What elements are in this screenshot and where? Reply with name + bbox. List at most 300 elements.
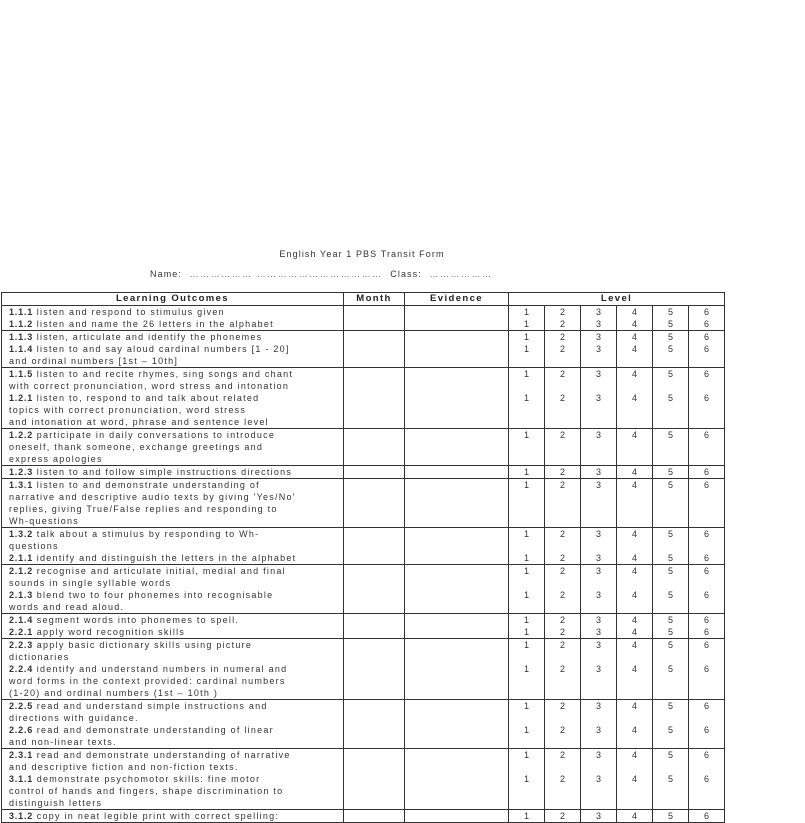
level-cell[interactable] — [617, 429, 653, 466]
level-value: 2 — [559, 627, 565, 637]
level-cell[interactable] — [653, 331, 689, 368]
level-value: 2 — [559, 553, 565, 563]
level-cell[interactable] — [509, 565, 545, 614]
level-value: 6 — [704, 590, 710, 600]
level-cell[interactable] — [653, 749, 689, 810]
level-value: 5 — [667, 811, 673, 821]
outcome-text: narrative and descriptive audio texts by giving 'Yes/No' — [9, 492, 296, 502]
outcome-text: and ordinal numbers [1st – 10th] — [9, 356, 179, 366]
level-cell[interactable] — [581, 639, 617, 700]
level-value: 2 — [559, 307, 565, 317]
level-cell[interactable] — [689, 479, 725, 528]
month-cell[interactable] — [344, 639, 405, 700]
table-row — [2, 528, 725, 565]
level-cell[interactable] — [689, 331, 725, 368]
level-value: 4 — [631, 590, 637, 600]
level-value: 2 — [559, 701, 565, 711]
month-cell[interactable] — [344, 700, 405, 749]
level-cell[interactable] — [581, 479, 617, 528]
level-value: 2 — [559, 750, 565, 760]
outcome-code: 3.1.2 — [9, 811, 34, 821]
level-value: 3 — [595, 811, 601, 821]
outcome-text: control of hands and fingers, shape discrimination to — [9, 786, 284, 796]
evidence-cell[interactable] — [405, 306, 509, 331]
evidence-cell[interactable] — [405, 700, 509, 749]
outcome-text: with correct pronunciation, word stress and intonation — [9, 381, 290, 391]
outcome-text: and intonation at word, phrase and sentence level — [9, 417, 269, 427]
level-cell[interactable] — [653, 479, 689, 528]
level-cell[interactable] — [545, 810, 581, 823]
level-value: 3 — [595, 393, 601, 403]
outcome-line — [9, 785, 343, 797]
level-cell[interactable] — [617, 749, 653, 810]
month-cell[interactable] — [344, 429, 405, 466]
evidence-header: Evidence — [405, 293, 509, 306]
level-value: 1 — [523, 701, 529, 711]
level-value: 2 — [559, 430, 565, 440]
class-label: Class: — [390, 269, 422, 279]
level-value: 1 — [523, 393, 529, 403]
level-cell[interactable] — [509, 466, 545, 479]
level-value: 5 — [667, 774, 673, 784]
level-cell[interactable] — [509, 810, 545, 823]
level-cell[interactable] — [509, 614, 545, 639]
evidence-cell[interactable] — [405, 528, 509, 565]
level-value: 6 — [704, 750, 710, 760]
level-value: 4 — [631, 774, 637, 784]
level-value: 3 — [595, 430, 601, 440]
outcome-text: replies, giving True/False replies and responding to — [9, 504, 278, 514]
outcome-line — [9, 675, 343, 687]
level-value: 3 — [595, 725, 601, 735]
outcome-code: 1.1.1 — [9, 307, 34, 317]
level-value: 6 — [704, 480, 710, 490]
level-cell[interactable] — [617, 331, 653, 368]
month-cell[interactable] — [344, 614, 405, 639]
outcome-cell — [2, 479, 344, 528]
outcome-code: 3.1.1 — [9, 774, 34, 784]
level-value: 4 — [631, 319, 637, 329]
outcome-code: 2.2.6 — [9, 725, 34, 735]
outcome-line — [9, 810, 343, 822]
level-value: 6 — [704, 319, 710, 329]
level-cell[interactable] — [581, 306, 617, 331]
level-value: 1 — [523, 615, 529, 625]
outcome-text: dictionaries — [9, 652, 70, 662]
level-value: 1 — [523, 750, 529, 760]
level-cell[interactable] — [545, 331, 581, 368]
outcome-line — [9, 540, 343, 552]
evidence-cell[interactable] — [405, 368, 509, 429]
level-cell[interactable] — [689, 700, 725, 749]
level-cell[interactable] — [545, 306, 581, 331]
level-value: 4 — [631, 529, 637, 539]
outcome-code: 2.1.2 — [9, 566, 34, 576]
outcome-cell — [2, 528, 344, 565]
level-value: 3 — [595, 627, 601, 637]
level-value: 2 — [559, 319, 565, 329]
name-field[interactable]: ……………… ……………………………… — [189, 269, 383, 279]
level-cell[interactable] — [617, 528, 653, 565]
level-cell[interactable] — [545, 639, 581, 700]
level-cell[interactable] — [653, 810, 689, 823]
outcome-cell — [2, 368, 344, 429]
outcome-text: listen and respond to stimulus given — [36, 307, 225, 317]
level-value: 5 — [667, 553, 673, 563]
outcome-code: 2.2.5 — [9, 701, 34, 711]
level-cell[interactable] — [545, 614, 581, 639]
level-cell[interactable] — [509, 306, 545, 331]
level-value: 3 — [595, 615, 601, 625]
level-cell[interactable] — [653, 466, 689, 479]
evidence-cell[interactable] — [405, 331, 509, 368]
level-value: 5 — [667, 430, 673, 440]
outcome-line — [9, 392, 343, 404]
outcome-code: 1.3.2 — [9, 529, 34, 539]
month-cell[interactable] — [344, 565, 405, 614]
outcome-line — [9, 503, 343, 515]
level-value: 3 — [595, 750, 601, 760]
outcome-line — [9, 380, 343, 392]
outcome-text: apply word recognition skills — [36, 627, 186, 637]
outcome-line — [9, 773, 343, 785]
level-value: 5 — [667, 332, 673, 342]
level-value: 2 — [559, 393, 565, 403]
level-cell[interactable] — [581, 368, 617, 429]
level-value: 4 — [631, 467, 637, 477]
level-value: 3 — [595, 332, 601, 342]
level-cell[interactable] — [653, 528, 689, 565]
level-value: 2 — [559, 529, 565, 539]
outcome-cell — [2, 565, 344, 614]
level-cell[interactable] — [581, 466, 617, 479]
level-cell[interactable] — [617, 466, 653, 479]
level-value: 6 — [704, 627, 710, 637]
level-value: 3 — [595, 369, 601, 379]
level-cell[interactable] — [617, 565, 653, 614]
level-value: 4 — [631, 566, 637, 576]
level-value: 6 — [704, 701, 710, 711]
level-cell[interactable] — [545, 700, 581, 749]
outcome-cell — [2, 466, 344, 479]
outcome-text: and non-linear texts. — [9, 737, 117, 747]
level-cell[interactable] — [545, 565, 581, 614]
outcome-cell — [2, 331, 344, 368]
month-cell[interactable] — [344, 810, 405, 823]
outcome-code: 2.1.1 — [9, 553, 34, 563]
outcome-text: listen and name the 26 letters in the alphabet — [36, 319, 274, 329]
level-value: 2 — [559, 566, 565, 576]
level-value: 2 — [559, 774, 565, 784]
month-cell[interactable] — [344, 528, 405, 565]
level-value: 3 — [595, 640, 601, 650]
level-value: 1 — [523, 480, 529, 490]
level-value: 1 — [523, 467, 529, 477]
outcome-text: blend two to four phonemes into recognisable — [36, 590, 274, 600]
name-label: Name: — [150, 269, 183, 279]
learning-outcomes-header: Learning Outcomes — [2, 293, 344, 306]
level-value: 5 — [667, 369, 673, 379]
table-row — [2, 368, 725, 429]
outcome-text: listen to and say aloud cardinal numbers [1 - 20] — [36, 344, 290, 354]
level-value: 1 — [523, 319, 529, 329]
level-value: 3 — [595, 529, 601, 539]
level-value: 1 — [523, 369, 529, 379]
level-value: 2 — [559, 590, 565, 600]
outcome-line — [9, 736, 343, 748]
outcome-line — [9, 761, 343, 773]
level-header: Level — [509, 293, 725, 306]
level-value: 6 — [704, 467, 710, 477]
outcome-text: oneself, thank someone, exchange greetings and — [9, 442, 264, 452]
outcome-code: 1.2.1 — [9, 393, 34, 403]
level-cell[interactable] — [617, 306, 653, 331]
level-value: 5 — [667, 344, 673, 354]
level-value: 1 — [523, 566, 529, 576]
level-cell[interactable] — [581, 810, 617, 823]
level-cell[interactable] — [545, 528, 581, 565]
outcome-text: word forms in the context provided: cardinal numbers — [9, 676, 286, 686]
evidence-cell[interactable] — [405, 565, 509, 614]
level-cell[interactable] — [689, 565, 725, 614]
level-value: 6 — [704, 811, 710, 821]
level-value: 5 — [667, 319, 673, 329]
level-cell[interactable] — [653, 700, 689, 749]
evidence-cell[interactable] — [405, 429, 509, 466]
level-value: 6 — [704, 553, 710, 563]
outcome-line — [9, 589, 343, 601]
level-value: 4 — [631, 480, 637, 490]
level-cell[interactable] — [581, 429, 617, 466]
level-value: 1 — [523, 553, 529, 563]
level-value: 4 — [631, 430, 637, 440]
evidence-cell[interactable] — [405, 749, 509, 810]
level-cell[interactable] — [581, 614, 617, 639]
level-cell[interactable] — [617, 639, 653, 700]
level-value: 2 — [559, 811, 565, 821]
outcome-line — [9, 749, 343, 761]
level-value: 5 — [667, 701, 673, 711]
level-cell[interactable] — [581, 331, 617, 368]
level-cell[interactable] — [545, 479, 581, 528]
outcome-text: recognise and articulate initial, medial and final — [36, 566, 286, 576]
outcome-line — [9, 479, 343, 491]
level-cell[interactable] — [545, 368, 581, 429]
level-cell[interactable] — [509, 700, 545, 749]
level-value: 4 — [631, 307, 637, 317]
outcome-line — [9, 797, 343, 809]
level-value: 1 — [523, 430, 529, 440]
outcome-text: identify and distinguish the letters in the alphabet — [36, 553, 297, 563]
outcome-code: 2.2.3 — [9, 640, 34, 650]
level-value: 3 — [595, 566, 601, 576]
level-value: 4 — [631, 332, 637, 342]
level-value: 1 — [523, 664, 529, 674]
month-cell[interactable] — [344, 306, 405, 331]
name-class-line — [150, 269, 496, 279]
level-value: 1 — [523, 590, 529, 600]
outcome-text: demonstrate psychomotor skills: fine motor — [36, 774, 261, 784]
outcome-line — [9, 528, 343, 540]
month-cell[interactable] — [344, 466, 405, 479]
level-value: 6 — [704, 344, 710, 354]
outcome-text: questions — [9, 541, 59, 551]
level-value: 2 — [559, 725, 565, 735]
outcome-line — [9, 639, 343, 651]
level-value: 3 — [595, 319, 601, 329]
level-cell[interactable] — [689, 429, 725, 466]
level-value: 1 — [523, 529, 529, 539]
level-value: 4 — [631, 701, 637, 711]
outcome-line — [9, 429, 343, 441]
level-value: 3 — [595, 590, 601, 600]
level-cell[interactable] — [653, 565, 689, 614]
month-cell[interactable] — [344, 368, 405, 429]
level-cell[interactable] — [617, 614, 653, 639]
level-cell[interactable] — [653, 306, 689, 331]
level-value: 5 — [667, 307, 673, 317]
level-value: 4 — [631, 369, 637, 379]
level-value: 5 — [667, 590, 673, 600]
outcome-cell — [2, 639, 344, 700]
level-value: 3 — [595, 480, 601, 490]
outcome-line — [9, 306, 343, 318]
outcome-text: read and demonstrate understanding of narrative — [36, 750, 291, 760]
class-field[interactable]: ……………… — [429, 269, 493, 279]
level-cell[interactable] — [617, 810, 653, 823]
level-value: 1 — [523, 332, 529, 342]
transit-table — [1, 292, 725, 823]
level-cell[interactable] — [509, 749, 545, 810]
evidence-cell[interactable] — [405, 810, 509, 823]
level-value: 1 — [523, 627, 529, 637]
outcome-cell — [2, 810, 344, 823]
level-cell[interactable] — [689, 528, 725, 565]
level-value: 3 — [595, 344, 601, 354]
level-value: 1 — [523, 725, 529, 735]
outcome-text: Wh-questions — [9, 516, 80, 526]
outcome-text: (1-20) and ordinal numbers (1st – 10th ) — [9, 688, 219, 698]
level-value: 2 — [559, 615, 565, 625]
outcome-text: listen to and follow simple instructions directions — [36, 467, 293, 477]
level-cell[interactable] — [509, 639, 545, 700]
level-cell[interactable] — [689, 749, 725, 810]
level-cell[interactable] — [689, 639, 725, 700]
level-cell[interactable] — [689, 466, 725, 479]
level-cell[interactable] — [689, 306, 725, 331]
level-cell[interactable] — [617, 700, 653, 749]
level-cell[interactable] — [581, 749, 617, 810]
table-row — [2, 466, 725, 479]
level-cell[interactable] — [545, 429, 581, 466]
level-cell[interactable] — [653, 429, 689, 466]
level-value: 4 — [631, 811, 637, 821]
outcome-line — [9, 687, 343, 699]
month-cell[interactable] — [344, 479, 405, 528]
outcome-code: 1.1.4 — [9, 344, 34, 354]
table-row — [2, 700, 725, 749]
evidence-cell[interactable] — [405, 479, 509, 528]
evidence-cell[interactable] — [405, 466, 509, 479]
level-value: 4 — [631, 553, 637, 563]
outcome-text: directions with guidance. — [9, 713, 139, 723]
level-cell[interactable] — [581, 700, 617, 749]
level-cell[interactable] — [617, 368, 653, 429]
outcome-cell — [2, 614, 344, 639]
level-cell[interactable] — [509, 368, 545, 429]
outcome-line — [9, 614, 343, 626]
outcome-text: apply basic dictionary skills using picture — [36, 640, 253, 650]
outcome-text: read and understand simple instructions and — [36, 701, 268, 711]
form-title: English Year 1 PBS Transit Form — [279, 249, 445, 259]
outcome-text: distinguish letters — [9, 798, 103, 808]
month-header: Month — [344, 293, 405, 306]
level-cell[interactable] — [545, 466, 581, 479]
level-cell[interactable] — [545, 749, 581, 810]
level-value: 4 — [631, 640, 637, 650]
level-value: 5 — [667, 566, 673, 576]
outcome-line — [9, 318, 343, 330]
level-cell[interactable] — [581, 565, 617, 614]
level-cell[interactable] — [617, 479, 653, 528]
outcome-line — [9, 601, 343, 613]
level-value: 2 — [559, 480, 565, 490]
level-cell[interactable] — [689, 368, 725, 429]
outcome-code: 2.3.1 — [9, 750, 34, 760]
level-cell[interactable] — [653, 614, 689, 639]
outcome-line — [9, 663, 343, 675]
level-cell[interactable] — [689, 810, 725, 823]
level-cell[interactable] — [509, 528, 545, 565]
outcome-line — [9, 577, 343, 589]
level-value: 6 — [704, 529, 710, 539]
level-cell[interactable] — [509, 429, 545, 466]
level-value: 2 — [559, 369, 565, 379]
outcome-line — [9, 416, 343, 428]
month-cell[interactable] — [344, 331, 405, 368]
outcome-code: 2.2.4 — [9, 664, 34, 674]
level-cell[interactable] — [653, 368, 689, 429]
level-value: 4 — [631, 344, 637, 354]
level-value: 3 — [595, 774, 601, 784]
level-cell[interactable] — [509, 479, 545, 528]
outcome-code: 1.1.2 — [9, 319, 34, 329]
level-value: 4 — [631, 725, 637, 735]
level-cell[interactable] — [509, 331, 545, 368]
table-row — [2, 810, 725, 823]
evidence-cell[interactable] — [405, 639, 509, 700]
level-cell[interactable] — [689, 614, 725, 639]
outcome-text: sounds in single syllable words — [9, 578, 172, 588]
level-value: 3 — [595, 664, 601, 674]
level-value: 5 — [667, 393, 673, 403]
level-value: 1 — [523, 307, 529, 317]
level-value: 6 — [704, 393, 710, 403]
level-value: 2 — [559, 640, 565, 650]
month-cell[interactable] — [344, 749, 405, 810]
level-cell[interactable] — [581, 528, 617, 565]
outcome-line — [9, 404, 343, 416]
evidence-cell[interactable] — [405, 614, 509, 639]
level-value: 4 — [631, 750, 637, 760]
table-row — [2, 479, 725, 528]
outcome-text: talk about a stimulus by responding to Wh- — [36, 529, 260, 539]
level-value: 5 — [667, 529, 673, 539]
level-cell[interactable] — [653, 639, 689, 700]
level-value: 6 — [704, 566, 710, 576]
level-value: 2 — [559, 344, 565, 354]
level-value: 3 — [595, 307, 601, 317]
